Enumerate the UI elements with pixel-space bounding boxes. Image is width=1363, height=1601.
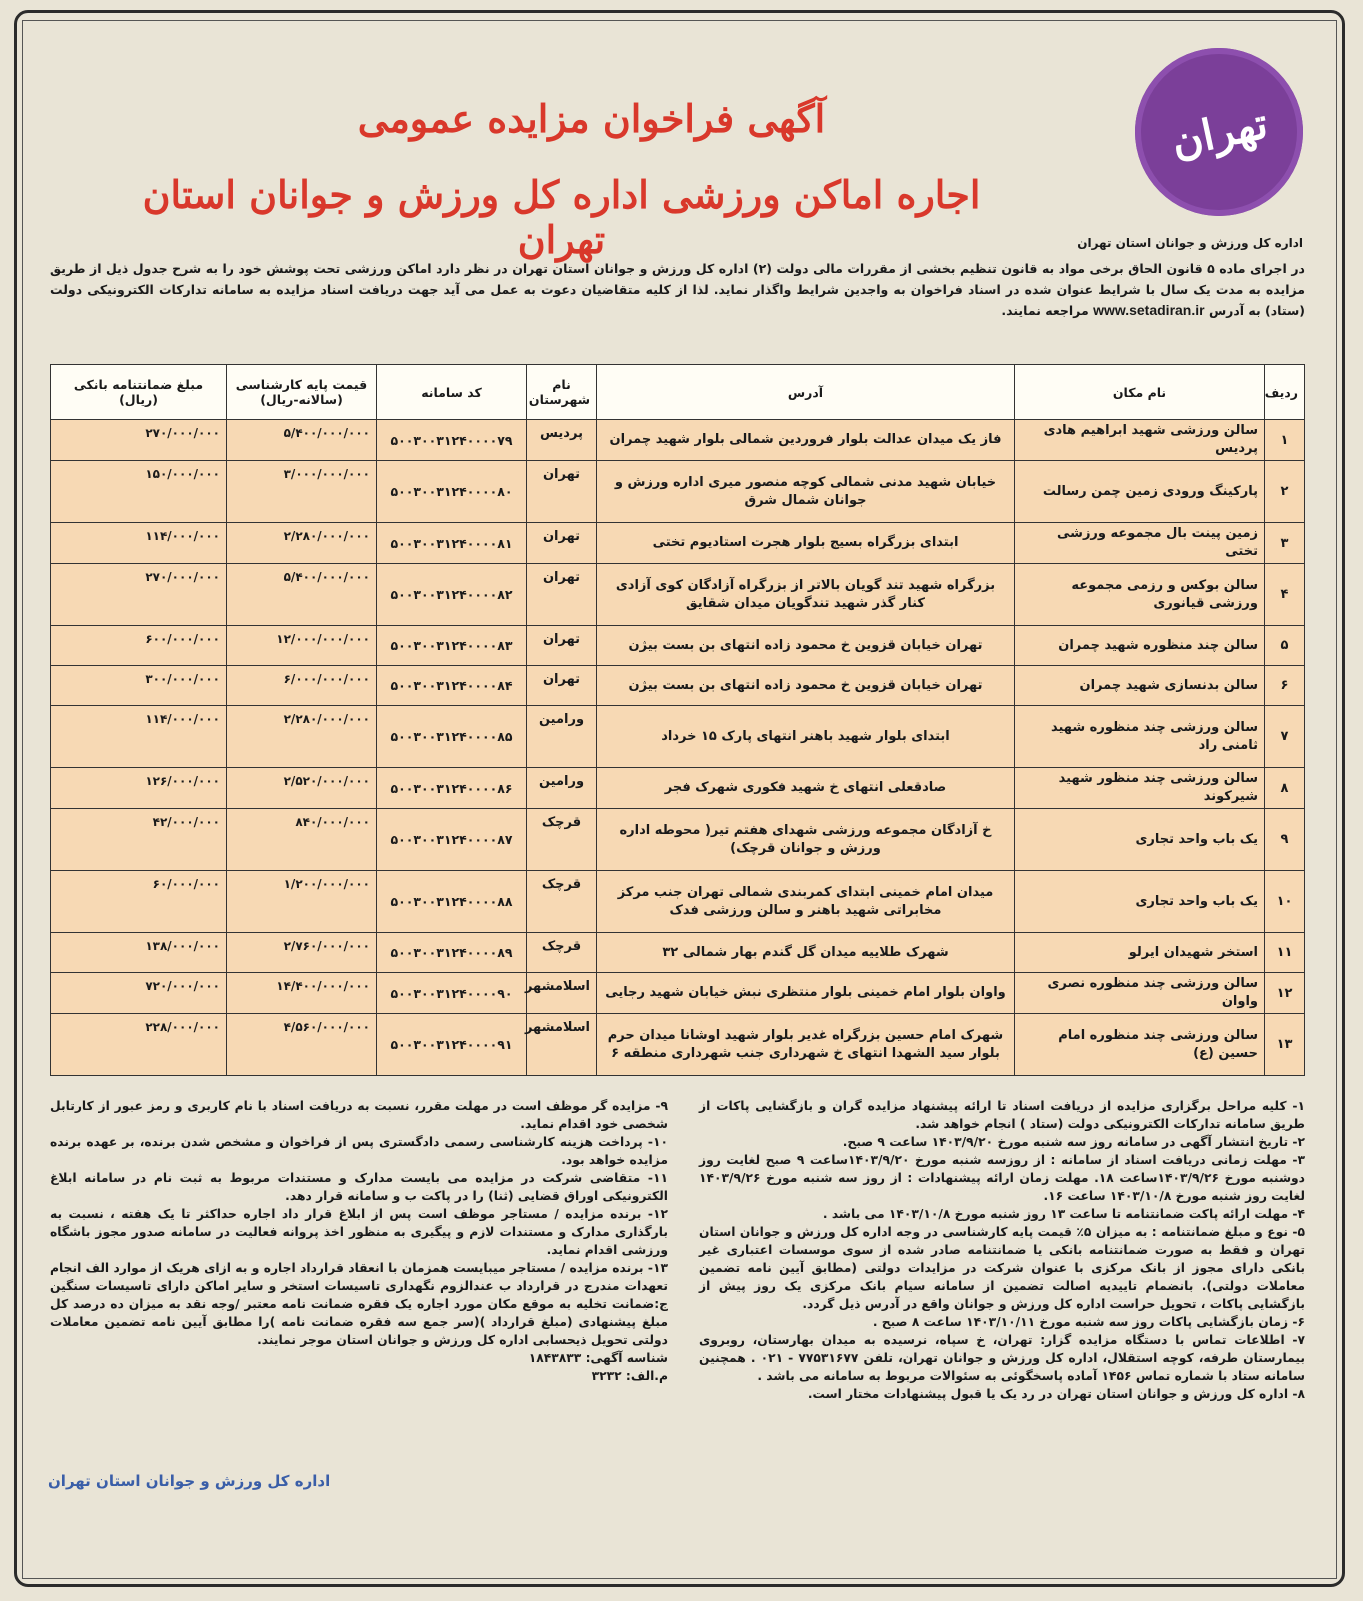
row-number: ۱ <box>1265 420 1305 461</box>
system-code: ۵۰۰۳۰۰۳۱۲۴۰۰۰۰۹۱ <box>377 1014 527 1076</box>
table-row <box>51 933 1305 973</box>
system-code: ۵۰۰۳۰۰۳۱۲۴۰۰۰۰۸۲ <box>377 564 527 626</box>
venues-table <box>50 364 1305 1076</box>
city: ورامین <box>527 768 597 809</box>
table-row <box>51 809 1305 871</box>
city: قرچک <box>527 933 597 973</box>
address: شهرک امام حسین بزرگراه غدیر بلوار شهید اوشانا میدان حرم بلوار سید الشهدا انتهای خ شهرداری جنب شهرداری منطقه ۶ <box>597 1014 1015 1076</box>
term-item: ۱۳- برنده مزایده / مستاجر میبایست همزمان با انعقاد قرارداد اجاره و به ازای هریک از موارد الف انجام تعهدات مندرج در قرارداد ب عندالزوم نگهداری تاسیسات استخر و سایر اماکن دارای تاسیسات سنگین ج:ضمانت تخلیه به موقع مکان مورد اجاره یک فقره ضمانت نامه معتبر /وجه نقد به میزان ده درصد کل مبلغ پیشنهادی (مبلغ قرارداد )(سر جمع سه فقره ضمانت نامه )را مطابق آیین نامه تضمین معاملات دولتی تحویل ذیحسابی اداره کل ورزش و جوانان استان موجر نمایند. <box>50 1261 668 1347</box>
place-name: سالن ورزشی چند منظوره نصری واوان <box>1015 973 1265 1014</box>
address: تهران خیابان قزوین خ محمود زاده انتهای بن بست بیژن <box>597 666 1015 706</box>
header-place: نام مکان <box>1015 365 1265 420</box>
guarantee-amount: ۴۲/۰۰۰/۰۰۰ <box>51 809 227 871</box>
guarantee-amount: ۶۰۰/۰۰۰/۰۰۰ <box>51 626 227 666</box>
city: اسلامشهر <box>527 973 597 1014</box>
city: ورامین <box>527 706 597 768</box>
place-name: سالن ورزشی چند منظوره امام حسین (ع) <box>1015 1014 1265 1076</box>
place-name: سالن بوکس و رزمی مجموعه ورزشی قیانوری <box>1015 564 1265 626</box>
table-row <box>51 420 1305 461</box>
terms-left-column <box>50 1097 668 1385</box>
base-price: ۲/۲۸۰/۰۰۰/۰۰۰ <box>227 706 377 768</box>
city: اسلامشهر <box>527 1014 597 1076</box>
table-row <box>51 461 1305 523</box>
term-item: ۳- مهلت زمانی دریافت اسناد از سامانه : از روزسه شنبه مورخ ۱۴۰۳/۹/۲۰ساعت ۹ صبح لغایت روز دوشنبه مورخ ۱۴۰۳/۹/۲۶ساعت ۱۸. مهلت زمان ارائه پیشنهادات : از روز سه شنبه مورخ ۱۴۰۳/۹/۲۶ لغایت روز شنبه مورخ ۱۴۰۳/۱۰/۸ ساعت ۱۶. <box>699 1153 1305 1203</box>
table-body <box>51 420 1305 1076</box>
table-row <box>51 666 1305 706</box>
city: تهران <box>527 666 597 706</box>
table-header-row <box>51 365 1305 420</box>
guarantee-amount: ۲۷۰/۰۰۰/۰۰۰ <box>51 420 227 461</box>
base-price: ۳/۰۰۰/۰۰۰/۰۰۰ <box>227 461 377 523</box>
org-line: اداره کل ورزش و جوانان استان تهران <box>1077 236 1303 250</box>
term-item: ۹- مزایده گر موظف است در مهلت مقرر، نسبت به دریافت اسناد با نام کاربری و رمز عبور از کارتابل شخصی خود اقدام نماید. <box>50 1099 668 1131</box>
table-row <box>51 1014 1305 1076</box>
term-item: ۱۰- پرداخت هزینه کارشناسی رسمی دادگستری پس از فراخوان و مشخص شدن برنده، بر عهده برنده مزایده خواهد بود. <box>50 1135 668 1167</box>
row-number: ۳ <box>1265 523 1305 564</box>
terms-right-column <box>699 1097 1305 1403</box>
header-code: کد سامانه <box>377 365 527 420</box>
base-price: ۱۲/۰۰۰/۰۰۰/۰۰۰ <box>227 626 377 666</box>
signature: اداره کل ورزش و جوانان استان تهران <box>48 1472 331 1490</box>
term-item: ۵- نوع و مبلغ ضمانتنامه : به میزان ۵٪ قیمت پایه کارشناسی در وجه اداره کل ورزش و جوانان استان تهران و فقط به صورت ضمانتنامه بانکی یا ضمانتنامه صادر شده از سوی موسسات اعتباری غیر بانکی دارای مجوز از بانک مرکزی با عنوان شرکت در مزایدات دولتی (مطابق آیین نامه تضمین معاملات دولتی). بانضمام تاییدیه اصالت تضمین از سامانه سیام بانک مرکزی یک روز پیش از بازگشایی پاکات ، تحویل حراست اداره کل ورزش و جوانان واقع در آدرس ذیل گردد. <box>699 1225 1305 1311</box>
header-price: قیمت پایه کارشناسی (سالانه-ریال) <box>227 365 377 420</box>
base-price: ۵/۴۰۰/۰۰۰/۰۰۰ <box>227 564 377 626</box>
row-number: ۱۰ <box>1265 871 1305 933</box>
row-number: ۹ <box>1265 809 1305 871</box>
base-price: ۲/۲۸۰/۰۰۰/۰۰۰ <box>227 523 377 564</box>
city: قرچک <box>527 809 597 871</box>
base-price: ۲/۷۶۰/۰۰۰/۰۰۰ <box>227 933 377 973</box>
website-link[interactable]: www.setadiran.ir <box>1093 302 1205 318</box>
city: تهران <box>527 523 597 564</box>
system-code: ۵۰۰۳۰۰۳۱۲۴۰۰۰۰۸۳ <box>377 626 527 666</box>
place-name: سالن چند منظوره شهید چمران <box>1015 626 1265 666</box>
term-item: ۱۱- متقاضی شرکت در مزایده می بایست مدارک و مستندات مربوط به ثبت نام در سامانه ابلاغ الکترونیکی اوراق قضایی (ثنا) را در پاکت ب و سامانه قرار دهد. <box>50 1171 668 1203</box>
place-name: سالن ورزشی چند منظور شهید شیرکوند <box>1015 768 1265 809</box>
table-row <box>51 626 1305 666</box>
row-number: ۲ <box>1265 461 1305 523</box>
term-item: ۴- مهلت ارائه پاکت ضمانتنامه تا ساعت ۱۳ روز شنبه مورخ ۱۴۰۳/۱۰/۸ می باشد . <box>822 1207 1305 1221</box>
guarantee-amount: ۲۲۸/۰۰۰/۰۰۰ <box>51 1014 227 1076</box>
system-code: ۵۰۰۳۰۰۳۱۲۴۰۰۰۰۹۰ <box>377 973 527 1014</box>
system-code: ۵۰۰۳۰۰۳۱۲۴۰۰۰۰۸۰ <box>377 461 527 523</box>
place-name: سالن بدنسازی شهید چمران <box>1015 666 1265 706</box>
row-number: ۶ <box>1265 666 1305 706</box>
address: ابتدای بلوار شهید باهنر انتهای پارک ۱۵ خرداد <box>597 706 1015 768</box>
guarantee-amount: ۱۲۶/۰۰۰/۰۰۰ <box>51 768 227 809</box>
address: بزرگراه شهید تند گویان بالاتر از بزرگراه آزادگان کوی آزادی کنار گذر شهید تندگویان میدان شقایق <box>597 564 1015 626</box>
terms-section <box>50 1097 1305 1527</box>
sub-title: اجاره اماکن ورزشی اداره کل ورزش و جوانان استان تهران <box>142 172 981 262</box>
system-code: ۵۰۰۳۰۰۳۱۲۴۰۰۰۰۸۱ <box>377 523 527 564</box>
table-row <box>51 768 1305 809</box>
place-name: یک باب واحد تجاری <box>1015 809 1265 871</box>
address: ابتدای بزرگراه بسیج بلوار هجرت استادیوم تختی <box>597 523 1015 564</box>
system-code: ۵۰۰۳۰۰۳۱۲۴۰۰۰۰۷۹ <box>377 420 527 461</box>
city: تهران <box>527 626 597 666</box>
row-number: ۱۳ <box>1265 1014 1305 1076</box>
address: تهران خیابان قزوین خ محمود زاده انتهای بن بست بیژن <box>597 626 1015 666</box>
main-title: آگهی فراخوان مزایده عمومی <box>357 96 826 141</box>
guarantee-amount: ۲۷۰/۰۰۰/۰۰۰ <box>51 564 227 626</box>
term-item: ۱۲- برنده مزایده / مستاجر موظف است پس از ابلاغ قرار داد اجاره حداکثر تا یک هفته ، نسبت به بارگذاری مدارک و مستندات لازم و پیگیری به منظور اخذ پروانه فعالیت در سامانه صدور مجوز باشگاه ورزشی اقدام نماید. <box>50 1207 668 1257</box>
newspaper-logo <box>1135 48 1303 216</box>
table-row <box>51 564 1305 626</box>
row-number: ۱۲ <box>1265 973 1305 1014</box>
place-name: استخر شهیدان ایرلو <box>1015 933 1265 973</box>
table-row <box>51 523 1305 564</box>
intro-paragraph <box>50 258 1305 321</box>
city: قرچک <box>527 871 597 933</box>
base-price: ۶/۰۰۰/۰۰۰/۰۰۰ <box>227 666 377 706</box>
guarantee-amount: ۳۰۰/۰۰۰/۰۰۰ <box>51 666 227 706</box>
place-name: سالن ورزشی شهید ابراهیم هادی پردیس <box>1015 420 1265 461</box>
term-item: ۱- کلیه مراحل برگزاری مزایده از دریافت اسناد تا ارائه پیشنهاد مزایده گران و بازگشایی پاکات از طریق سامانه تدارکات الکترونیکی دولت (ستاد ) انجام خواهد شد. <box>699 1099 1305 1131</box>
guarantee-amount: ۱۳۸/۰۰۰/۰۰۰ <box>51 933 227 973</box>
term-item: م.الف: ۳۲۳۲ <box>591 1369 668 1383</box>
guarantee-amount: ۱۱۴/۰۰۰/۰۰۰ <box>51 523 227 564</box>
term-item: ۶- زمان بازگشایی پاکات روز سه شنبه مورخ ۱۴۰۳/۱۰/۱۱ ساعت ۸ صبح . <box>872 1315 1305 1329</box>
place-name: یک باب واحد تجاری <box>1015 871 1265 933</box>
table-row <box>51 706 1305 768</box>
city: پردیس <box>527 420 597 461</box>
system-code: ۵۰۰۳۰۰۳۱۲۴۰۰۰۰۸۶ <box>377 768 527 809</box>
address: خ آزادگان مجموعه ورزشی شهدای هفتم تیر( محوطه اداره ورزش و جوانان قرچک) <box>597 809 1015 871</box>
address: خیابان شهید مدنی شمالی کوچه منصور میری اداره ورزش و جوانان شمال شرق <box>597 461 1015 523</box>
base-price: ۲/۵۲۰/۰۰۰/۰۰۰ <box>227 768 377 809</box>
address: صادقعلی انتهای خ شهید فکوری شهرک فجر <box>597 768 1015 809</box>
header-guarantee: مبلغ ضمانتنامه بانکی (ریال) <box>51 365 227 420</box>
header-row-number: ردیف <box>1265 365 1305 420</box>
guarantee-amount: ۷۲۰/۰۰۰/۰۰۰ <box>51 973 227 1014</box>
system-code: ۵۰۰۳۰۰۳۱۲۴۰۰۰۰۸۵ <box>377 706 527 768</box>
term-item: ۸- اداره کل ورزش و جوانان استان تهران در رد یک یا قبول پیشنهادات مختار است. <box>807 1387 1305 1401</box>
term-item: ۷- اطلاعات تماس با دستگاه مزایده گزار: تهران، خ سپاه، نرسیده به میدان بهارستان، روبروی بیمارستان طرفه، کوچه استقلال، اداره کل ورزش و جوانان تهران، تلفن ۷۷۵۳۱۶۷۷ - ۰۲۱ . همچنین سامانه ستاد با شماره تماس ۱۴۵۶ آماده پاسخگوئی به سئوالات مربوط به سامانه می باشد . <box>699 1333 1305 1383</box>
address: فاز یک میدان عدالت بلوار فروردین شمالی بلوار شهید چمران <box>597 420 1015 461</box>
address: میدان امام خمینی ابتدای کمربندی شمالی تهران جنب مرکز مخابراتی شهید باهنر و سالن ورزشی فدک <box>597 871 1015 933</box>
guarantee-amount: ۶۰/۰۰۰/۰۰۰ <box>51 871 227 933</box>
address: شهرک طلاییه میدان گل گندم بهار شمالی ۳۲ <box>597 933 1015 973</box>
base-price: ۸۴۰/۰۰۰/۰۰۰ <box>227 809 377 871</box>
system-code: ۵۰۰۳۰۰۳۱۲۴۰۰۰۰۸۹ <box>377 933 527 973</box>
intro-text: در اجرای ماده ۵ قانون الحاق برخی مواد به قانون تنظیم بخشی از مقررات مالی دولت (۲) اداره کل ورزش و جوانان استان تهران در نظر دارد اماکن ورزشی تحت پوشش خود را به شرح جدول ذیل از طریق مزایده به مدت یک سال با شرایط عنوان شده در اسناد فراخوان به واجدین شرایط واگذار نماید. لذا از کلیه متقاضیان دعوت به عمل می آید جهت دریافت اسناد مزایده به سامانه تدارکات الکترونیکی دولت (ستاد) به آدرس <box>50 261 1305 318</box>
row-number: ۵ <box>1265 626 1305 666</box>
guarantee-amount: ۱۱۴/۰۰۰/۰۰۰ <box>51 706 227 768</box>
base-price: ۵/۴۰۰/۰۰۰/۰۰۰ <box>227 420 377 461</box>
base-price: ۴/۵۶۰/۰۰۰/۰۰۰ <box>227 1014 377 1076</box>
table-row <box>51 973 1305 1014</box>
system-code: ۵۰۰۳۰۰۳۱۲۴۰۰۰۰۸۸ <box>377 871 527 933</box>
system-code: ۵۰۰۳۰۰۳۱۲۴۰۰۰۰۸۴ <box>377 666 527 706</box>
city: تهران <box>527 564 597 626</box>
logo-text: تهران <box>1166 97 1272 167</box>
address: واوان بلوار امام خمینی بلوار منتظری نبش خیابان شهید رجایی <box>597 973 1015 1014</box>
intro-tail: مراجعه نمایند. <box>1001 303 1089 318</box>
header-address: آدرس <box>597 365 1015 420</box>
term-item: شناسه آگهی: ۱۸۴۳۸۳۳ <box>528 1351 668 1365</box>
row-number: ۸ <box>1265 768 1305 809</box>
place-name: سالن ورزشی چند منظوره شهید ثامنی راد <box>1015 706 1265 768</box>
base-price: ۱۴/۴۰۰/۰۰۰/۰۰۰ <box>227 973 377 1014</box>
place-name: زمین پینت بال مجموعه ورزشی تختی <box>1015 523 1265 564</box>
system-code: ۵۰۰۳۰۰۳۱۲۴۰۰۰۰۸۷ <box>377 809 527 871</box>
place-name: پارکینگ ورودی زمین چمن رسالت <box>1015 461 1265 523</box>
header-city: نام شهرستان <box>527 365 597 420</box>
row-number: ۴ <box>1265 564 1305 626</box>
table-row <box>51 871 1305 933</box>
term-item: ۲- تاریخ انتشار آگهی در سامانه روز سه شنبه مورخ ۱۴۰۳/۹/۲۰ ساعت ۹ صبح. <box>842 1135 1305 1149</box>
row-number: ۱۱ <box>1265 933 1305 973</box>
base-price: ۱/۲۰۰/۰۰۰/۰۰۰ <box>227 871 377 933</box>
city: تهران <box>527 461 597 523</box>
row-number: ۷ <box>1265 706 1305 768</box>
guarantee-amount: ۱۵۰/۰۰۰/۰۰۰ <box>51 461 227 523</box>
